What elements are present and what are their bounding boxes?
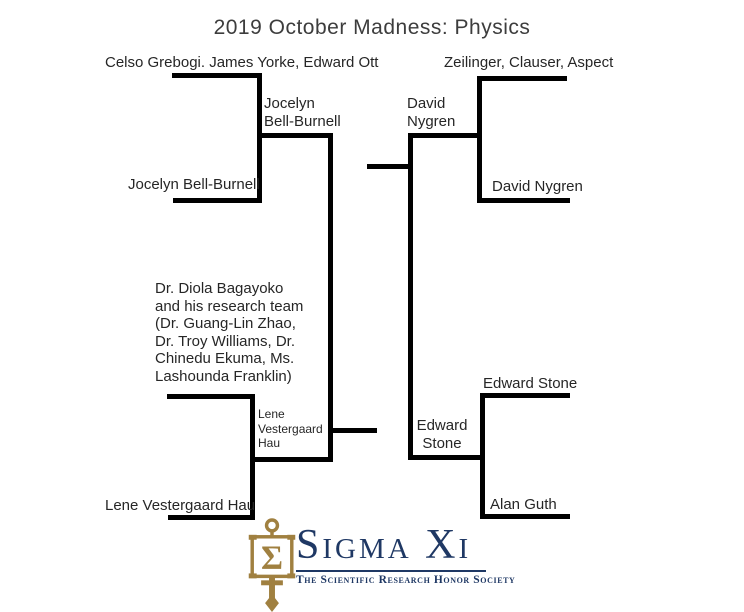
sigma-xi-key-icon [246,517,298,612]
qf3-top-seed-label: Zeilinger, Clauser, Aspect [444,54,614,71]
qf4-winner-line1: Edward [416,417,468,434]
page-title: 2019 October Madness: Physics [213,16,531,39]
qf3-winner-line [408,133,480,138]
qf2-top-seed-text-line: and his research team [155,297,304,315]
qf3-top-seed-line [480,76,567,81]
qf2-top-seed-text-line: Chinedu Ekuma, Ms. [155,350,295,367]
qf3-connector-vertical [477,76,482,203]
left-semifinal-vertical [328,133,333,462]
qf3-winner-line1: David [407,95,446,112]
logo-rule [296,570,486,572]
qf4-bottom-seed-label: Alan Guth [490,496,557,513]
qf2-top-seed-text-line: Lashounda Franklin) [155,367,292,385]
logo-tagline: The Scientific Research Honor Society [296,574,516,586]
qf4-top-seed-line [482,393,570,398]
qf2-top-seed-text-line: (Dr. Guang-Lin Zhao, [155,315,296,332]
qf4-winner-line2: Stone [422,434,462,452]
qf2-top-seed-text-line: Dr. Troy Williams, Dr. [155,332,296,350]
qf4-winner-line [408,455,480,460]
qf2-winner-line [255,457,333,462]
qf2-winner-line1: Lene [258,407,285,421]
qf3-bottom-seed-line [480,198,570,203]
qf2-winner-line2: Vestergaard [258,421,323,436]
qf2-winner-line3: Hau [258,436,281,450]
qf2-winner-label [258,407,323,451]
final-right-feed-line [367,164,413,169]
qf1-bottom-seed-line [173,198,262,203]
qf2-bottom-seed-line [168,515,255,520]
final-left-feed-line [333,428,377,433]
qf4-top-seed-label: Edward Stone [483,375,578,392]
qf3-winner-label [407,95,455,130]
qf2-top-seed-label [155,280,303,385]
sigma-glyph: Σ [261,539,283,577]
qf2-bottom-seed-label: Lene Vestergaard Hau [105,497,256,514]
sigma-xi-logo [296,522,516,587]
qf1-bottom-seed-label: Jocelyn Bell-Burnell [128,176,260,193]
qf1-winner-line1: Jocelyn [264,95,315,112]
right-semifinal-vertical [408,133,413,460]
qf1-winner-line [257,133,333,138]
qf3-bottom-seed-label: David Nygren [492,178,583,195]
qf4-connector-vertical [480,393,485,519]
qf1-top-seed-line [172,73,262,78]
qf2-top-seed-text-line: Dr. Diola Bagayoko [155,280,284,297]
qf1-winner-line2: Bell-Burnell [264,112,341,130]
qf1-winner-label [264,95,341,130]
qf4-bottom-seed-line [480,514,570,519]
qf2-top-seed-line [167,394,255,399]
sigma-xi-wordmark: Sigma Xi [296,522,472,568]
qf3-winner-line2: Nygren [407,112,456,130]
qf1-top-seed-label: Celso Grebogi. James Yorke, Edward Ott [105,54,379,71]
qf4-winner-label [413,417,471,452]
